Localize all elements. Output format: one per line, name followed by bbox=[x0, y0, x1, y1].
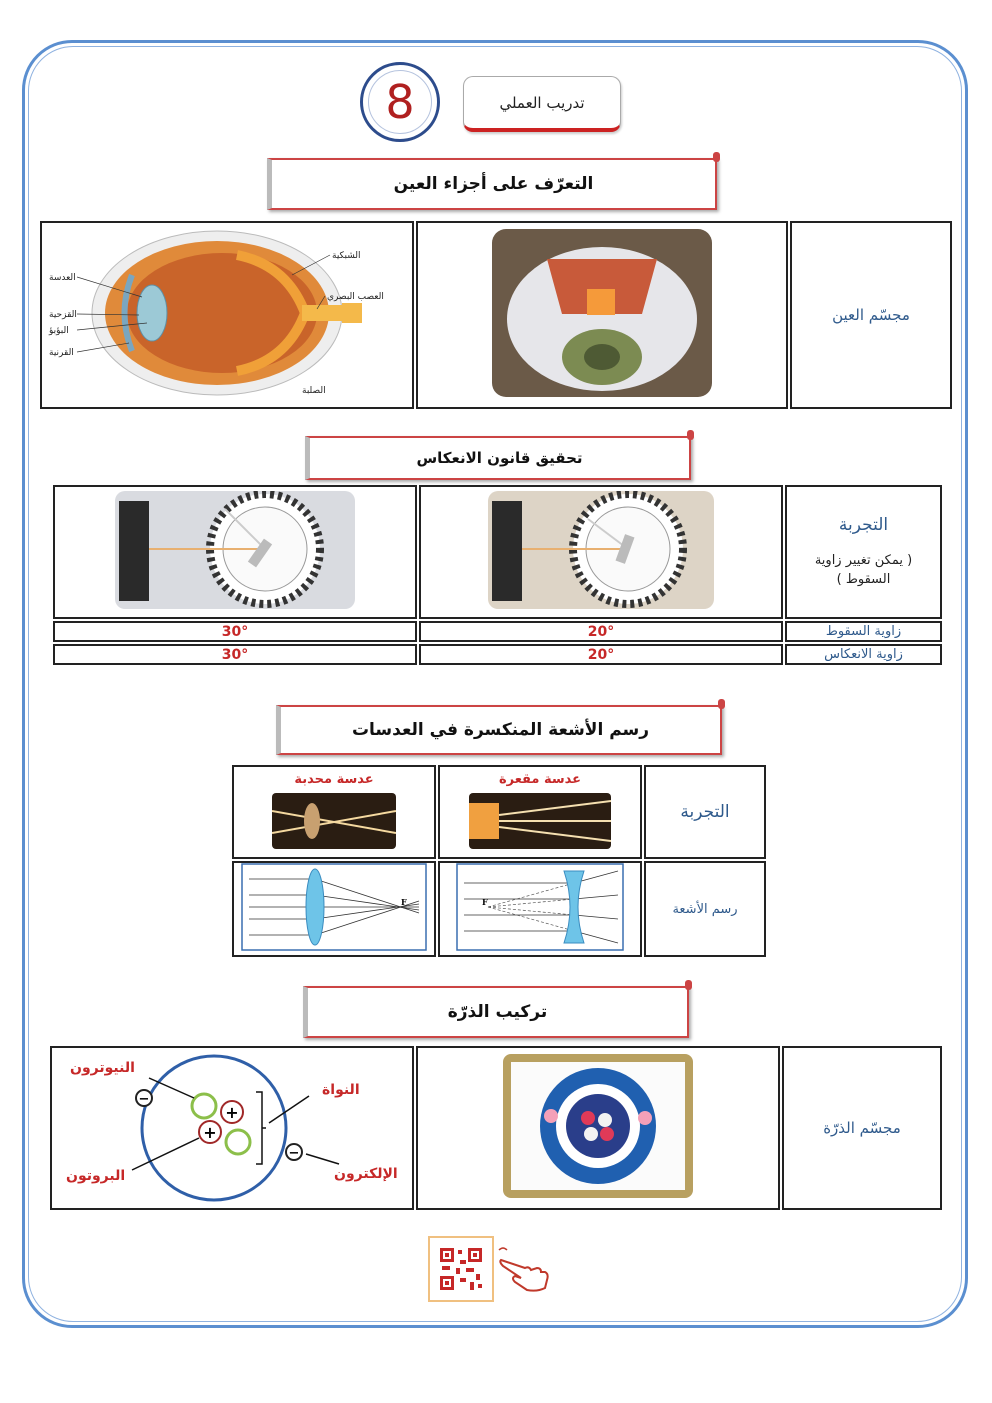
label-pupil: البؤبؤ bbox=[49, 326, 69, 336]
incidence-label: زاوية السقوط bbox=[785, 621, 942, 642]
label-cornea: القرنية bbox=[49, 348, 74, 358]
reflection-section-title-text: تحقيق قانون الانعكاس bbox=[416, 449, 583, 467]
label-retina: الشبكية bbox=[332, 251, 361, 261]
convex-photo-cell bbox=[232, 765, 436, 859]
atom-diagram bbox=[54, 1048, 410, 1204]
eye-table bbox=[38, 219, 954, 411]
exercise-number: 8 bbox=[360, 62, 440, 142]
label-iris: القزحية bbox=[49, 310, 77, 320]
atom-model-photo bbox=[503, 1054, 693, 1198]
atom-section-title-text: تركيب الذرّة bbox=[447, 1002, 548, 1022]
lenses-experiment-label: التجربة bbox=[644, 765, 766, 859]
atom-row-label: مجسّم الذرّة bbox=[782, 1046, 942, 1210]
eye-row-label: مجسّم العين bbox=[790, 221, 952, 409]
pointing-hand-icon bbox=[497, 1246, 553, 1294]
label-sclera: الصلبة bbox=[302, 386, 326, 396]
reflection-section-title bbox=[305, 436, 691, 480]
concave-ray-cell bbox=[438, 861, 642, 957]
qr-code[interactable] bbox=[428, 1236, 494, 1302]
electron-sign-2: − bbox=[288, 1146, 300, 1161]
convex-photo bbox=[272, 793, 396, 849]
reflection-label: زاوية الانعكاس bbox=[785, 644, 942, 665]
eye-section-title-text: التعرّف على أجزاء العين bbox=[393, 174, 594, 194]
eye-model-photo bbox=[492, 229, 712, 397]
proton-sign-1: + bbox=[225, 1103, 239, 1122]
reflection-photo-20 bbox=[488, 491, 714, 609]
atom-section-title bbox=[303, 986, 689, 1038]
atom-diagram-cell bbox=[50, 1046, 414, 1210]
qr-code-graphic bbox=[430, 1238, 492, 1300]
concave-focal-label: F bbox=[482, 897, 488, 907]
eye-diagram-cell bbox=[40, 221, 414, 409]
eye-model-cell bbox=[416, 221, 788, 409]
incidence-30: 30° bbox=[53, 621, 417, 642]
exercise-label: تدريب العملي bbox=[463, 76, 621, 132]
reflection-experiment-cell bbox=[785, 485, 942, 619]
electron-label: الإلكترون bbox=[334, 1166, 398, 1182]
lenses-rays-label: رسم الأشعة bbox=[644, 861, 766, 957]
concave-label: عدسة مقعرة bbox=[498, 771, 582, 787]
reflection-note: ( يمكن تغيير زاوية السقوط ) bbox=[814, 552, 913, 588]
reflection-30: 30° bbox=[53, 644, 417, 665]
convex-ray-diagram bbox=[241, 863, 427, 951]
concave-ray-diagram bbox=[456, 863, 624, 951]
nucleus-label: النواة bbox=[322, 1082, 360, 1098]
eye-section-title bbox=[267, 158, 717, 210]
reflection-photo-30 bbox=[115, 491, 355, 609]
lenses-section-title-text: رسم الأشعة المنكسرة في العدسات bbox=[351, 720, 650, 740]
reflection-table bbox=[51, 483, 944, 667]
lenses-table bbox=[230, 763, 768, 959]
atom-model-cell bbox=[416, 1046, 780, 1210]
electron-sign-1: − bbox=[138, 1092, 150, 1107]
convex-ray-cell bbox=[232, 861, 436, 957]
lenses-section-title bbox=[276, 705, 722, 755]
concave-photo bbox=[469, 793, 611, 849]
reflection-photo-cell-1 bbox=[53, 485, 417, 619]
neutron-label: النيوترون bbox=[70, 1060, 135, 1076]
label-lens: العدسة bbox=[49, 273, 76, 283]
atom-table bbox=[48, 1044, 944, 1212]
eye-diagram bbox=[47, 225, 407, 401]
reflection-experiment-label: التجربة bbox=[838, 514, 889, 535]
incidence-20: 20° bbox=[419, 621, 783, 642]
convex-label: عدسة محدبة bbox=[294, 771, 374, 787]
reflection-photo-cell-2 bbox=[419, 485, 783, 619]
proton-sign-2: + bbox=[203, 1123, 217, 1142]
convex-focal-label: F bbox=[401, 897, 407, 907]
proton-label: البروتون bbox=[66, 1168, 126, 1184]
label-optic-nerve: العصب البصري bbox=[327, 292, 384, 302]
concave-photo-cell bbox=[438, 765, 642, 859]
reflection-20: 20° bbox=[419, 644, 783, 665]
